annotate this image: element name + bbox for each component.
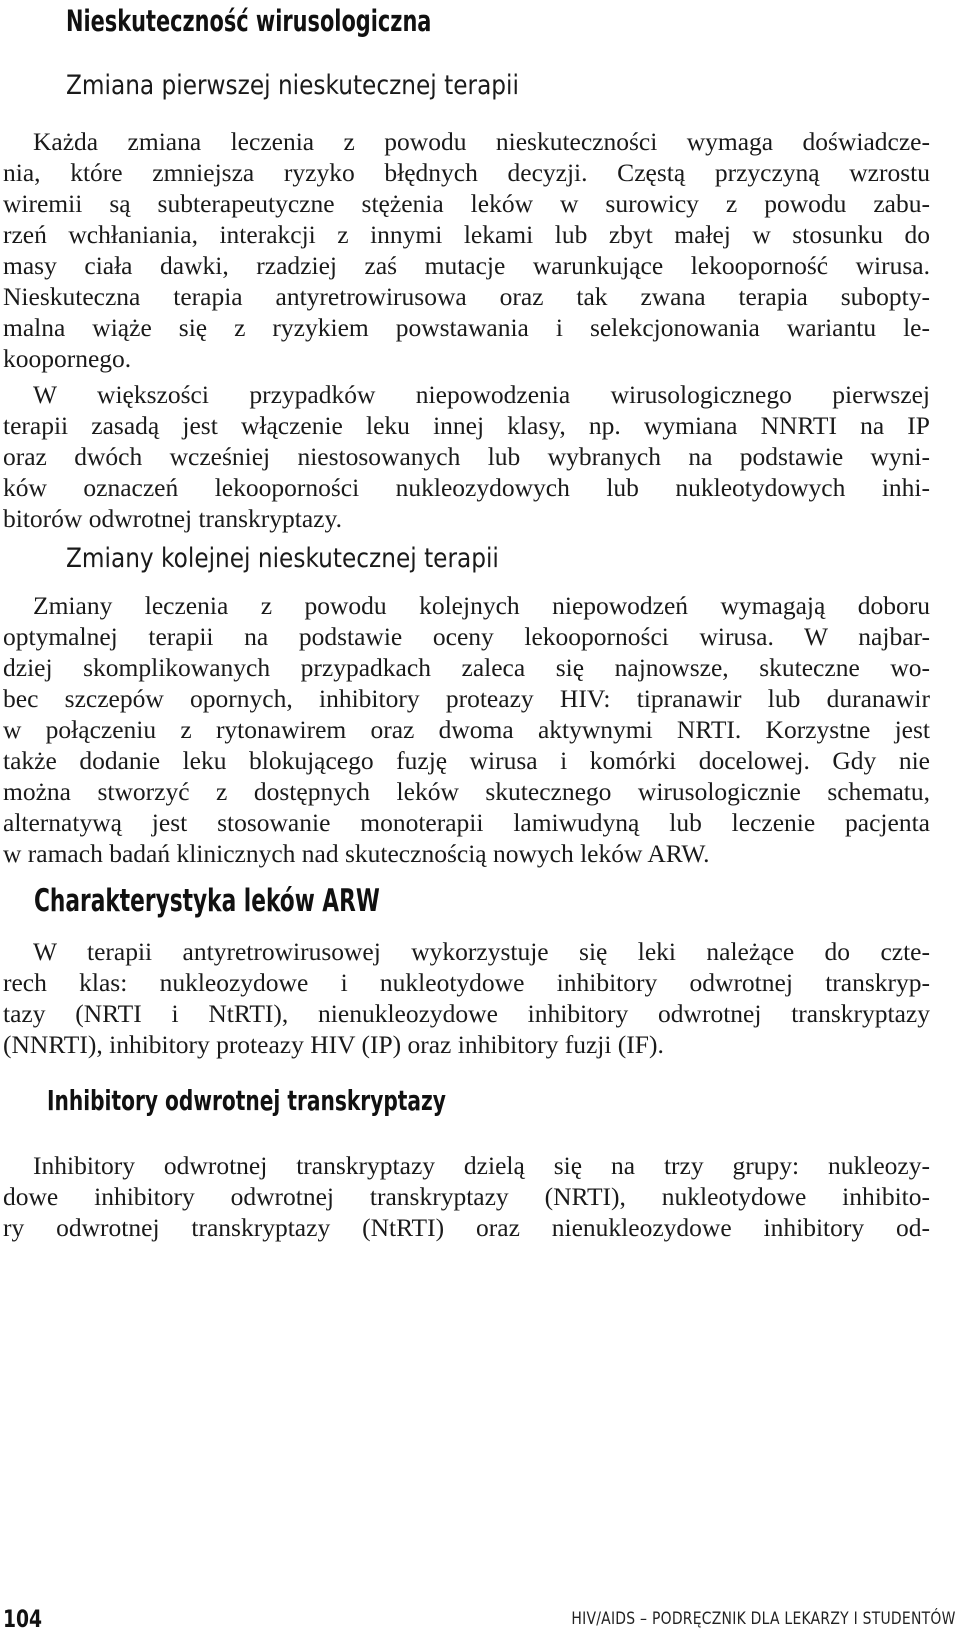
- text-line: ków oznaczeń lekooporności nukleozydowych lub nukleotydowych inhi-: [3, 473, 930, 502]
- text-line: masy ciała dawki, rzadziej zaś mutacje warunkujące lekooporność wirusa.: [3, 251, 930, 280]
- text-line: alternatywą jest stosowanie monoterapii lamiwudyną lub leczenie pacjenta: [3, 808, 930, 837]
- text-line: Każda zmiana leczenia z powodu nieskuteczności wymaga doświadcze-: [33, 127, 930, 156]
- paragraph-1: [0, 126, 960, 374]
- text-line: tazy (NRTI i NtRTI), nienukleozydowe inhibitory odwrotnej transkryptazy: [3, 999, 930, 1028]
- paragraph-3: [0, 590, 960, 869]
- text-line: nia, które zmniejsza ryzyko błędnych decyzji. Częstą przyczyną wzrostu: [3, 158, 930, 187]
- text-line: koopornego.: [3, 344, 132, 373]
- text-line: bitorów odwrotnej transkryptazy.: [3, 504, 342, 533]
- text-line: dziej skomplikowanych przypadkach zaleca się najnowsze, skuteczne wo-: [3, 653, 930, 682]
- text-line: W większości przypadków niepowodzenia wirusologicznego pierwszej: [33, 380, 930, 409]
- paragraph-4: [0, 936, 960, 1060]
- paragraph-2: [0, 379, 960, 534]
- text-line: dowe inhibitory odwrotnej transkryptazy (NRTI), nukleotydowe inhibito-: [3, 1182, 930, 1211]
- text-line: oraz dwóch wcześniej niestosowanych lub wybranych na podstawie wyni-: [3, 442, 930, 471]
- section-heading: Charakterystyka leków ARW: [34, 883, 380, 919]
- page-number: 104: [3, 1605, 43, 1633]
- text-line: także dodanie leku blokującego fuzję wirusa i komórki docelowej. Gdy nie: [3, 746, 930, 775]
- text-line: wiremii są subterapeutyczne stężenia leków w surowicy z powodu zabu-: [3, 189, 930, 218]
- text-line: bec szczepów opornych, inhibitory proteazy HIV: tipranawir lub duranawir: [3, 684, 930, 713]
- subsection-heading: Zmiana pierwszej nieskutecznej terapii: [66, 70, 519, 101]
- text-line: można stworzyć z dostępnych leków skutecznego wirusologicznie schematu,: [3, 777, 930, 806]
- text-line: ry odwrotnej transkryptazy (NtRTI) oraz nienukleozydowe inhibitory od-: [3, 1213, 930, 1242]
- section-heading: Nieskuteczność wirusologiczna: [66, 4, 432, 38]
- text-line: rzeń wchłaniania, interakcji z innymi lekami lub zbyt małej w stosunku do: [3, 220, 930, 249]
- text-line: W terapii antyretrowirusowej wykorzystuje się leki należące do czte-: [33, 937, 930, 966]
- text-line: terapii zasadą jest włączenie leku innej klasy, np. wymiana NNRTI na IP: [3, 411, 930, 440]
- text-line: Nieskuteczna terapia antyretrowirusowa oraz tak zwana terapia suboptу-: [3, 282, 930, 311]
- text-line: malna wiąże się z ryzykiem powstawania i selekcjonowania wariantu le-: [3, 313, 930, 342]
- paragraph-5: [0, 1150, 960, 1243]
- text-line: (NNRTI), inhibitory proteazy HIV (IP) oraz inhibitory fuzji (IF).: [3, 1030, 664, 1059]
- text-line: w ramach badań klinicznych nad skutecznością nowych leków ARW.: [3, 839, 710, 868]
- text-line: Inhibitory odwrotnej transkryptazy dzielą się na trzy grupy: nukleozy-: [33, 1151, 930, 1180]
- subsection-heading: Inhibitory odwrotnej transkryptazy: [47, 1084, 446, 1117]
- text-line: w połączeniu z rytonawirem oraz dwoma aktywnymi NRTI. Korzystne jest: [3, 715, 930, 744]
- running-footer-title: HIV/AIDS – PODRĘCZNIK DLA LEKARZY I STUDENTÓW: [571, 1609, 956, 1629]
- text-line: optymalnej terapii na podstawie oceny lekooporności wirusa. W najbar-: [3, 622, 930, 651]
- subsection-heading: Zmiany kolejnej nieskutecznej terapii: [66, 543, 499, 574]
- text-line: Zmiany leczenia z powodu kolejnych niepowodzeń wymagają doboru: [33, 591, 930, 620]
- text-line: rech klas: nukleozydowe i nukleotydowe inhibitory odwrotnej transkryp-: [3, 968, 930, 997]
